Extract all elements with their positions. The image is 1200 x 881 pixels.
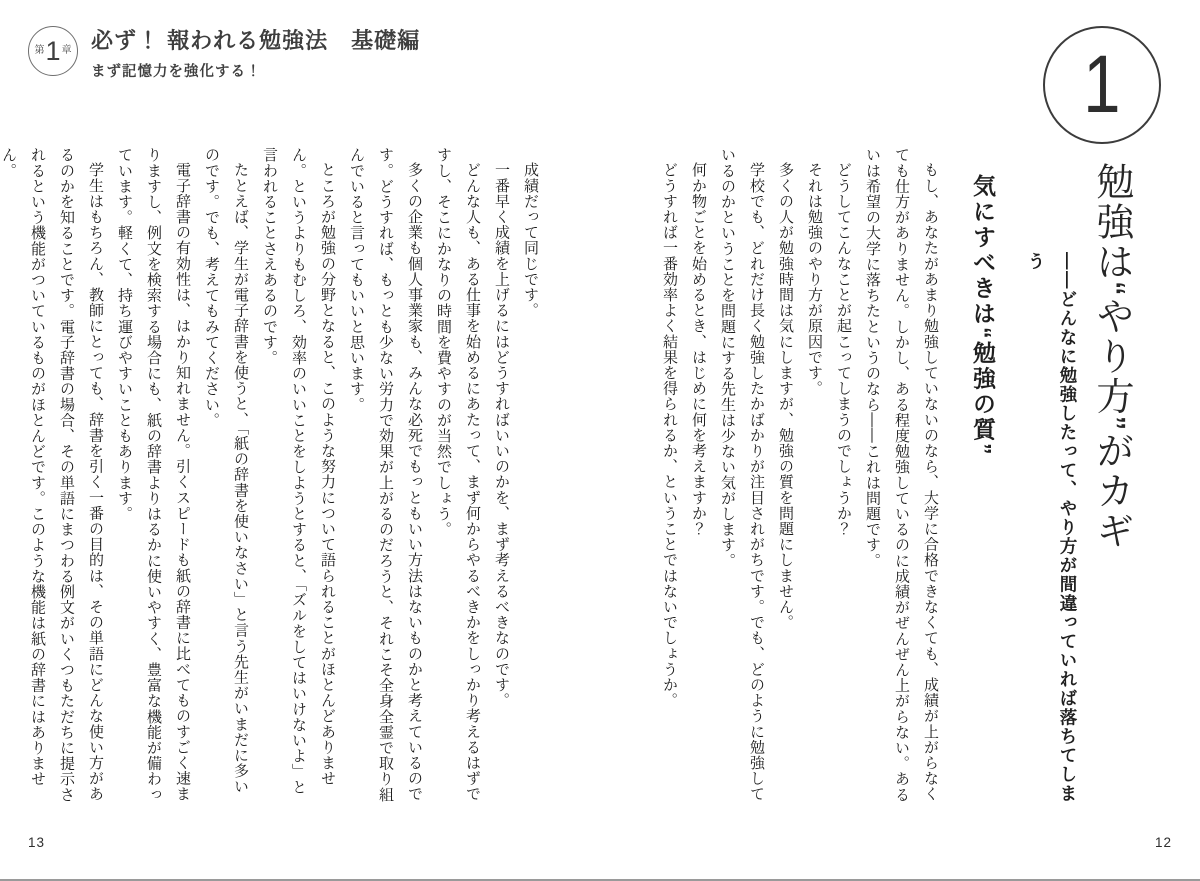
chapter-subtitle: まず記憶力を強化する！ [91,64,262,81]
chapter-badge-prefix: 第 [34,45,45,56]
chapter-badge-suffix: 章 [61,45,72,56]
paragraph: 電子辞書の有効性は、はかり知れません。引くスピードも紙の辞書に比べてものすごく速まりますし、例文を検索する場合にも、紙の辞書よりはるかに使いやすく、豊富な機能が備わっています。軽くて、持ち運びやすいこともあります。 [116,147,192,803]
paragraph: どうすれば一番効率よく結果を得られるか、ということではないでしょうか。 [661,162,679,708]
paragraph: 多くの人が勉強時間は気にしますが、勉強の質を問題にしません。 [777,162,795,630]
paragraph: 成績だって同じです。 [522,162,540,318]
paragraph: どんな人も、ある仕事を始めるにあたって、まず何からやるべきかをしっかり考えるはずですし、そこにかなりの時間を費やすのが当然でしょう。 [435,147,482,802]
chapter-badge-number: 1 [45,35,61,66]
chapter-badge-circle [28,26,78,76]
paragraph: 多くの企業も個人事業家も、みんな必死でもっともいい方法はないものかと考えているのです。どうすれば、もっとも少ない労力で効果が上がるのだろうと、それこそ全身全霊で取り組んでいると言ってもいいと思います。 [348,147,424,803]
section-title: 勉強は“やり方”がカギ [1090,162,1132,552]
chapter-header [28,26,420,81]
right-page-body [653,147,945,805]
paragraph: それは勉強のやり方が原因です。 [806,162,824,396]
paragraph: 何か物ごとを始めるとき、はじめに何を考えますか？ [690,162,708,537]
paragraph: どうしてこんなことが起こってしまうのでしょうか？ [835,162,853,537]
paragraph: ところが勉強の分野となると、このような努力について語られることがほとんどありません。というよりもむしろ、効率のいいことをしようとすると、「ズルをしてはいけないよ」と言われることさえあるのです。 [261,147,337,795]
paragraph: たとえば、学生が電子辞書を使うと、「紙の辞書を使いなさい」と言う先生がいまだに多いのです。でも、考えてもみてください。 [203,147,250,795]
chapter-titles [91,26,420,81]
chapter-title: 必ず！ 報われる勉強法 基礎編 [91,28,421,53]
section-heading: 気にすべきは“勉強の質” [970,174,996,457]
paragraph: 学生はもちろん、教師にとっても、辞書を引く一番の目的は、その単語にどんな使い方があるのかを知ることです。電子辞書の場合、その単語にまつわる例文がいくつもただちに提示されるという機能がついているものがほとんどです。このような機能は紙の辞書にはありません。 [0,147,105,803]
left-page-body [0,147,545,807]
page-number-right: 12 [1155,835,1173,850]
paragraph: 学校でも、どれだけ長く勉強したかばかりが注目されがちです。でも、どのように勉強しているのかということを問題にする先生は少ない気がします。 [719,147,766,802]
section-title-subtitle: ――どんなに勉強したって、やり方が間違っていれば落ちてしまう [1026,252,1078,803]
page-number-left: 13 [28,835,46,850]
section-number-circle [1043,26,1161,144]
paragraph: 一番早く成績を上げるにはどうすればいいのかを、まず考えるべきなのです。 [493,162,511,708]
paragraph: もし、あなたがあまり勉強していないのなら、大学に合格できなくても、成績が上がらなくても仕方がありません。しかし、ある程度勉強しているのに成績がぜんぜん上がらない。あるいは希望の大学に落ちたというのなら――これは問題です。 [864,147,940,803]
section-number: 1 [1083,39,1121,130]
